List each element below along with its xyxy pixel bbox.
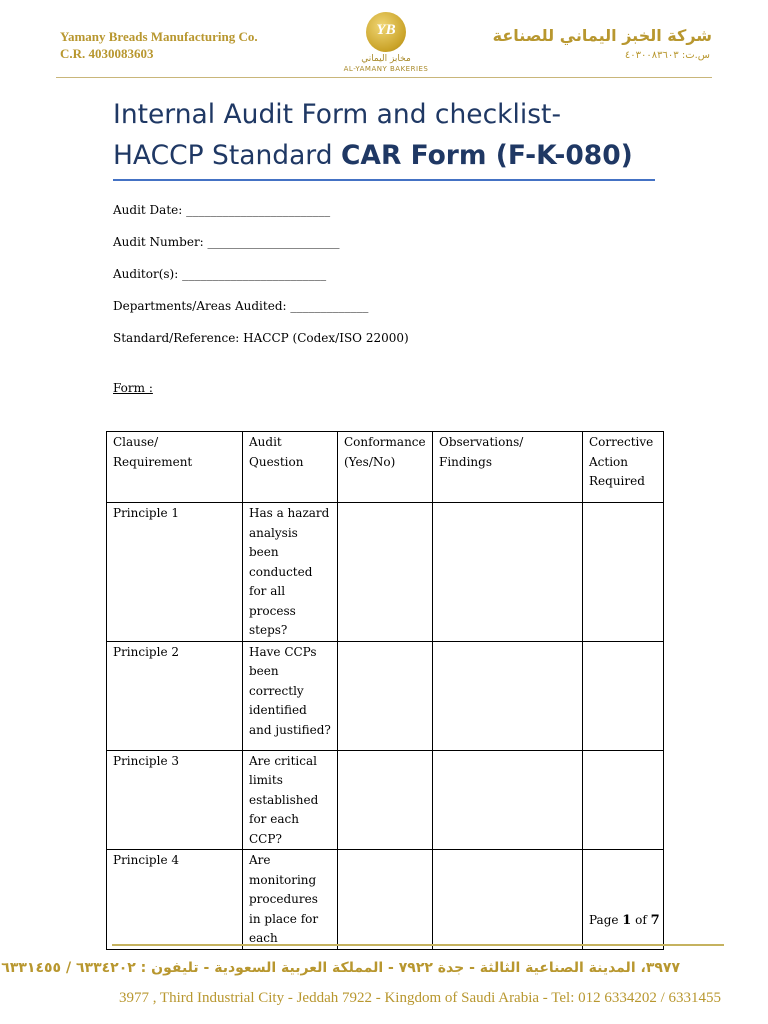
question-cell: Have CCPs been correctly identified and justified? [243,641,338,750]
corrective-action-cell[interactable] [583,641,664,750]
clause-cell: Principle 1 [107,503,243,642]
logo-english-text: AL-YAMANY BAKERIES [343,65,429,73]
conformance-cell[interactable] [338,750,433,850]
title-form-code: CAR Form (F-K-080) [340,140,633,171]
company-name-label: Yamany Breads Manufacturing Co. [60,29,258,44]
table-row [107,750,664,850]
audit-checklist-table [106,431,664,950]
col-header-observations: Observations/ Findings [433,432,583,503]
title-standard: HACCP Standard [113,140,341,171]
observations-cell[interactable] [433,850,583,950]
observations-cell[interactable] [433,750,583,850]
page-of: of [631,913,651,927]
table-header-row [107,432,664,503]
observations-cell[interactable] [433,503,583,642]
observations-cell[interactable] [433,641,583,750]
logo-initials: YB [376,22,396,38]
company-name-en [60,28,258,62]
footer-address-en: 3977 , Third Industrial City - Jeddah 7922 - Kingdom of Saudi Arabia - Tel: 012 6334202 / 6331455 [118,990,722,1006]
corrective-action-cell[interactable] [583,503,664,642]
page-current: 1 [622,913,632,928]
title-underline [113,179,655,181]
question-cell: Are critical limits established for each CCP? [243,750,338,850]
page-number [589,913,660,928]
table-row [107,641,664,750]
table-row [107,503,664,642]
footer-address-ar: ٣٩٧٧، المدينة الصناعية الثالثة - جدة ٧٩٢٢ - المملكة العربية السعودية - تليفون : ٦٣٣٤٢٠٢ / ٦٣٣١٤٥٥ [1,960,680,976]
title-line-1: Internal Audit Form and checklist- [113,99,562,130]
corrective-action-cell[interactable] [583,850,664,950]
corrective-action-cell[interactable] [583,750,664,850]
header-divider [56,77,712,78]
logo-arabic-text: مخابز اليماني [361,54,411,64]
company-cr-number-ar: س.ت: ٤٠٣٠٠٨٣٦٠٣ [624,50,710,61]
clause-cell: Principle 4 [107,850,243,950]
document-title [113,94,673,176]
company-cr-number: C.R. 4030083603 [60,46,154,61]
page-label: Page [589,913,623,927]
question-cell: Are monitoring procedures in place for each [243,850,338,950]
question-cell: Has a hazard analysis been conducted for all process steps? [243,503,338,642]
col-header-corrective: Corrective Action Required [583,432,664,503]
company-name-ar: شركة الخبز اليماني للصناعة [492,26,712,45]
auditors-field: Auditor(s): ________________________ [113,267,327,281]
col-header-conformance: Conformance (Yes/No) [338,432,433,503]
clause-cell: Principle 3 [107,750,243,850]
conformance-cell[interactable] [338,641,433,750]
departments-field: Departments/Areas Audited: _____________ [113,299,369,313]
col-header-question: Audit Question [243,432,338,503]
company-logo [334,12,438,74]
clause-cell: Principle 2 [107,641,243,750]
footer-divider [112,944,724,946]
col-header-clause: Clause/ Requirement [107,432,243,503]
audit-number-field: Audit Number: ______________________ [113,235,340,249]
table-row [107,850,664,950]
standard-reference-field: Standard/Reference: HACCP (Codex/ISO 22000) [113,331,409,345]
title-line-2 [113,135,673,176]
page-total: 7 [650,913,660,928]
audit-date-field: Audit Date: ________________________ [113,203,331,217]
form-label: Form : [113,381,153,395]
conformance-cell[interactable] [338,503,433,642]
conformance-cell[interactable] [338,850,433,950]
logo-emblem-icon [366,12,406,52]
